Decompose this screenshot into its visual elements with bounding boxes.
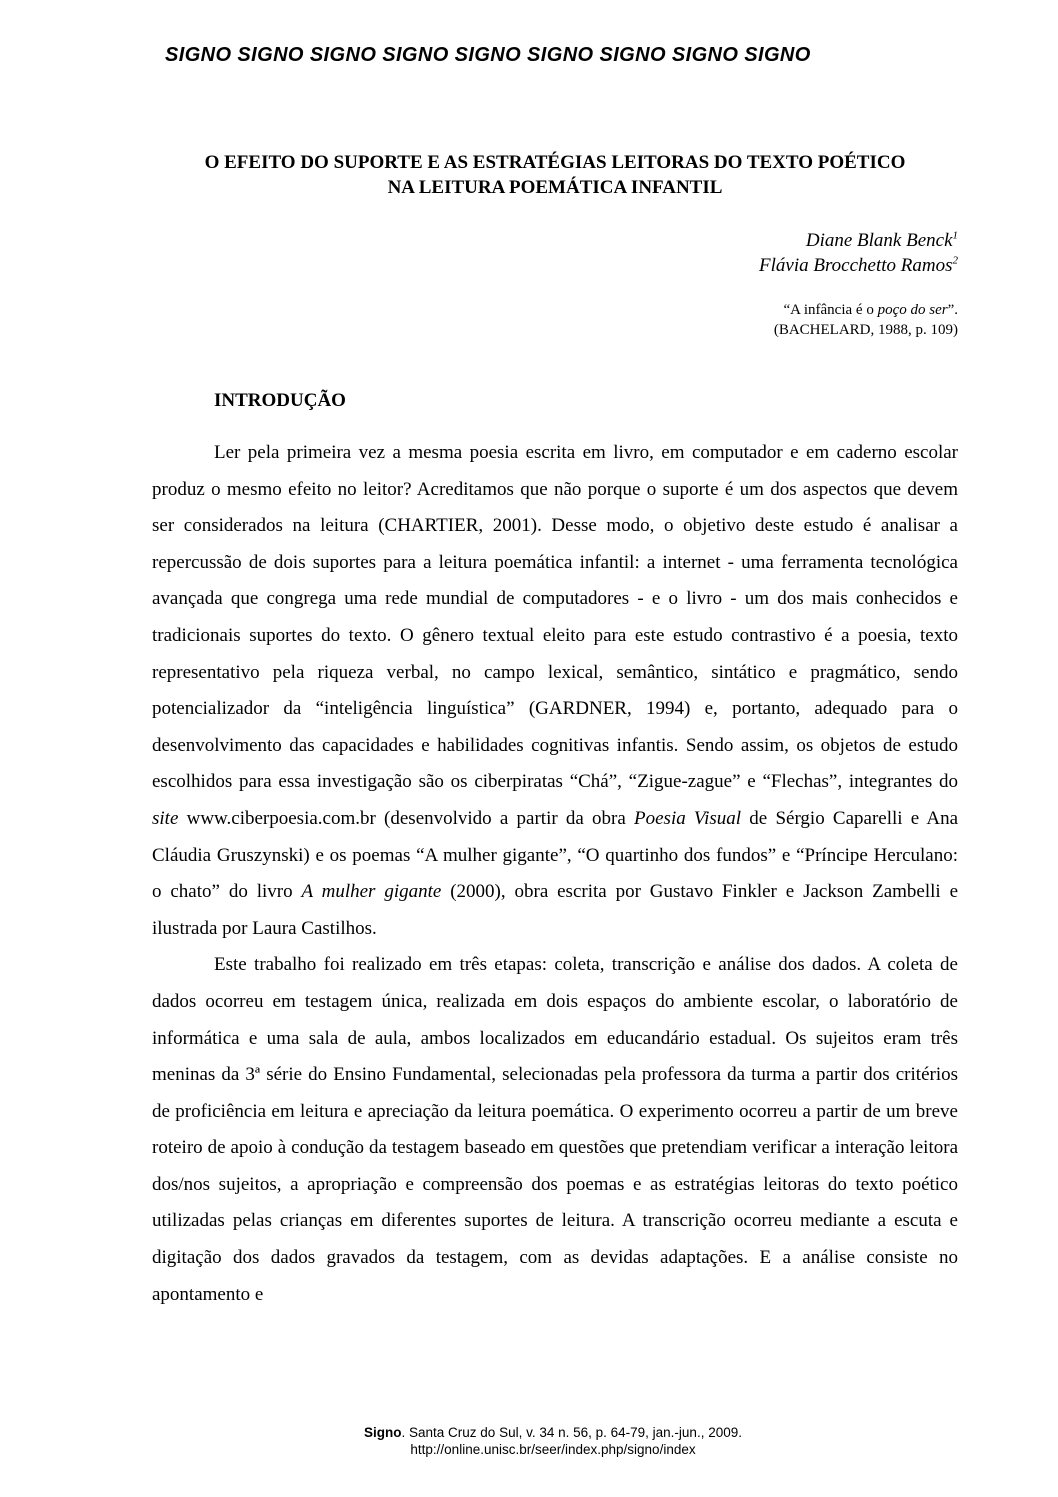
footer-url[interactable]: http://online.unisc.br/seer/index.php/signo/index — [410, 1442, 696, 1457]
paragraph-1 — [152, 435, 958, 947]
paragraph-1-site-word: site — [152, 807, 179, 829]
paragraph-2: Este trabalho foi realizado em três etapas: coleta, transcrição e análise dos dados. A coleta de dados ocorreu em testagem única, realizada em dois espaços do ambiente escolar, o laboratório de informática e uma sala de aula, ambos localizados em educandário estadual. Os sujeitos eram três meninas da 3ª série do Ensino Fundamental, selecionadas pela professora da turma a partir dos critérios de proficiência em leitura e apreciação da leitura poemática. O experimento ocorreu a partir de um breve roteiro de apoio à condução da testagem baseado em questões que pretendiam verificar a interação leitora dos/nos sujeitos, a apropriação e compreensão dos poemas e as estratégias leitoras do texto poético utilizadas pelas crianças em diferentes suportes de leitura. A transcrição ocorreu mediante a escuta e digitação dos dados gravados da testagem, com as devidas adaptações. E a análise consiste no apontamento e — [152, 954, 958, 1305]
footer-citation: . Santa Cruz do Sul, v. 34 n. 56, p. 64-79, jan.-jun., 2009. — [401, 1425, 742, 1440]
epigraph-quote-close: ”. — [947, 302, 958, 318]
author-2-footnote-marker: 2 — [952, 254, 958, 267]
paragraph-1-book-title-1: Poesia Visual — [634, 807, 742, 829]
paragraph-1-text-d: (2000), obra escrita por Gustavo Finkler e Jackson Zambelli e ilustrada por Laura Castilhos. — [152, 881, 958, 939]
journal-banner: SIGNO SIGNO SIGNO SIGNO SIGNO SIGNO SIGNO SIGNO SIGNO — [165, 44, 811, 66]
article-title — [150, 150, 960, 200]
epigraph-source: (BACHELARD, 1988, p. 109) — [773, 322, 958, 338]
epigraph-quote — [774, 300, 958, 320]
article-title-line-1: O EFEITO DO SUPORTE E AS ESTRATÉGIAS LEITORAS DO TEXTO POÉTICO — [204, 152, 906, 173]
paragraph-1-text-a: Ler pela primeira vez a mesma poesia escrita em livro, em computador e em caderno escolar produz o mesmo efeito no leitor? Acreditamos que não porque o suporte é um dos aspectos que devem ser considerados na leitura (CHARTIER, 2001). Desse modo, o objetivo deste estudo é analisar a repercussão de dois suportes para a leitura poemática infantil: a internet - uma ferramenta tecnológica avançada que congrega uma rede mundial de computadores - e o livro - um dos mais conhecidos e tradicionais suportes do texto. O gênero textual eleito para este estudo contrastivo é a poesia, texto representativo pela riqueza verbal, no campo lexical, semântico, sintático e pragmático, sendo potencializador da “inteligência linguística” (GARDNER, 1994) e, portanto, adequado para o desenvolvimento das capacidades e habilidades cognitivas infantis. Sendo assim, os objetos de estudo escolhidos para essa investigação são os ciberpiratas “Chá”, “Zigue-zague” e “Flechas”, integrantes do — [152, 442, 958, 793]
author-1 — [759, 228, 958, 253]
page-footer — [150, 1424, 956, 1458]
epigraph-quote-open: “A infância é o — [783, 302, 878, 318]
article-title-line-2: NA LEITURA POEMÁTICA INFANTIL — [387, 177, 723, 198]
author-1-name: Diane Blank Benck — [805, 230, 953, 251]
footer-journal-name: Signo — [364, 1425, 402, 1440]
author-1-footnote-marker: 1 — [952, 229, 958, 242]
body-text — [152, 435, 958, 1313]
author-list — [759, 228, 958, 278]
paragraph-1-text-c: de Sérgio Caparelli e Ana Cláudia Gruszynski) e os poemas “A mulher gigante”, “O quartinho dos fundos” e “Príncipe Herculano: o chato” do livro — [152, 807, 959, 903]
paragraph-1-text-b: www.ciberpoesia.com.br (desenvolvido a partir da obra — [178, 807, 635, 829]
section-heading-introduction: INTRODUÇÃO — [214, 390, 346, 411]
author-2-name: Flávia Brocchetto Ramos — [759, 255, 953, 276]
footer-citation-line — [150, 1424, 956, 1441]
epigraph — [774, 300, 958, 340]
epigraph-quote-emphasis: poço do ser — [877, 302, 948, 318]
paragraph-1-book-title-2: A mulher gigante — [301, 881, 442, 903]
author-2 — [759, 253, 958, 278]
